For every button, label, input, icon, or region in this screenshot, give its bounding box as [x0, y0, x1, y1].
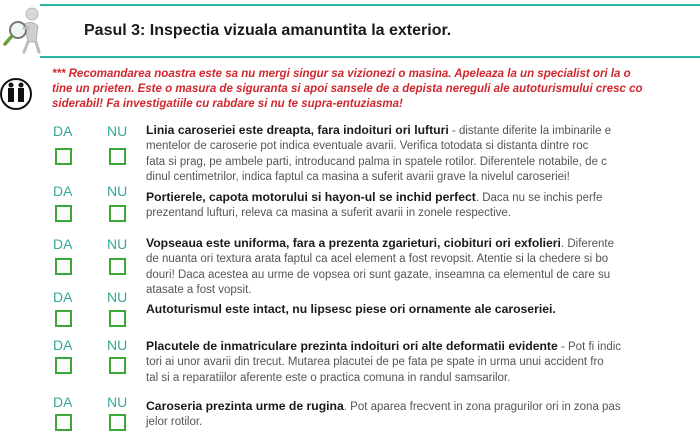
item-heading: Placutele de inmatriculare prezinta indoituri ori alte deformatii evidente — [146, 339, 558, 353]
two-people-icon — [0, 72, 32, 116]
warning-line: siderabil! Fa investigatiile cu rabdare si nu te supra-entuziasma! — [52, 98, 403, 110]
no-label: NU — [107, 289, 128, 305]
warning-line: tine un prieten. Este o masura de siguranta si apoi sansele de a depista nereguli ale autoturismului cresc co — [52, 83, 643, 95]
section-divider — [40, 56, 700, 58]
item-text — [146, 236, 700, 298]
no-label: NU — [107, 337, 128, 353]
warning-line: *** Recomandarea noastra este sa nu mergi singur sa vizionezi o masina. Apeleaza la un specialist ori la o — [52, 68, 631, 80]
item-first-rest: . Daca nu se inchis perfe — [475, 192, 603, 204]
yes-label: DA — [53, 183, 73, 199]
yes-checkbox[interactable] — [55, 414, 72, 431]
yes-label: DA — [53, 236, 73, 252]
item-text — [146, 123, 700, 185]
item-heading: Vopseaua este uniforma, fara a prezenta zgarieturi, ciobituri ori exfolieri — [146, 236, 561, 250]
item-first-line — [146, 399, 700, 415]
item-first-line — [146, 302, 700, 318]
item-line: atasate a fost vopsit. — [146, 283, 252, 296]
no-label: NU — [107, 394, 128, 410]
yes-checkbox[interactable] — [55, 310, 72, 327]
no-label: NU — [107, 183, 128, 199]
item-first-line — [146, 236, 700, 252]
item-text — [146, 399, 700, 431]
recommendation-warning — [52, 67, 700, 112]
item-first-line — [146, 190, 700, 206]
yes-checkbox[interactable] — [55, 148, 72, 165]
yes-checkbox[interactable] — [55, 258, 72, 275]
no-checkbox[interactable] — [109, 357, 126, 374]
no-checkbox[interactable] — [109, 148, 126, 165]
no-label: NU — [107, 123, 128, 139]
top-divider — [40, 4, 700, 6]
item-first-rest: - distante diferite la imbinarile e — [448, 125, 612, 137]
item-first-rest: . Pot aparea frecvent in zona pragurilor ori in zona pas — [343, 401, 621, 413]
item-line: prezentand lufturi, releva ca masina a suferit avarii in zonele respective. — [146, 207, 511, 220]
item-heading: Linia caroseriei este dreapta, fara indoituri ori lufturi — [146, 123, 449, 137]
page-title: Pasul 3: Inspectia vizuala amanuntita la exterior. — [84, 22, 452, 39]
item-first-rest: . Diferente — [560, 238, 615, 250]
no-checkbox[interactable] — [109, 205, 126, 222]
item-text — [146, 339, 700, 386]
item-line: jelor rotilor. — [146, 416, 203, 429]
item-heading: Autoturismul este intact, nu lipsesc piese ori ornamente ale caroseriei. — [146, 302, 556, 316]
item-line: douri! Daca acestea au urme de vopsea ori sunt gazate, inseamna ca elementul de care su — [146, 268, 611, 281]
item-first-line — [146, 123, 700, 139]
no-checkbox[interactable] — [109, 310, 126, 327]
item-line: tal si a reparatiilor aferente este o practica comuna in randul samsarilor. — [146, 371, 511, 384]
item-text — [146, 302, 700, 318]
no-label: NU — [107, 236, 128, 252]
item-heading: Caroseria prezinta urme de rugina — [146, 399, 344, 413]
yes-label: DA — [53, 394, 73, 410]
no-checkbox[interactable] — [109, 414, 126, 431]
yes-label: DA — [53, 289, 73, 305]
item-line: mentelor de caroserie pot indica eventuale avarii. Verifica totodata si distanta dintre roc — [146, 140, 589, 153]
item-line: tori ai unor avarii din trecut. Mutarea placutei de pe fata pe spate in urma unui accident fro — [146, 356, 604, 369]
item-line: fata si prag, pe ambele parti, introducand palma in spatele rotilor. Diferentele notabile, de c — [146, 155, 607, 168]
item-line: dinul centimetrilor, indica faptul ca masina a suferit avarii grave la nivelul caroseriei! — [146, 170, 570, 183]
item-heading: Portierele, capota motorului si hayon-ul se inchid perfect — [146, 190, 476, 204]
yes-checkbox[interactable] — [55, 205, 72, 222]
item-text — [146, 190, 700, 222]
no-checkbox[interactable] — [109, 258, 126, 275]
yes-label: DA — [53, 123, 73, 139]
magnifier-person-icon — [2, 4, 50, 54]
yes-checkbox[interactable] — [55, 357, 72, 374]
item-first-rest: - Pot fi indic — [557, 341, 622, 353]
item-line: de nuanta ori textura arata faptul ca acel element a fost revopsit. Atentie si la chedere si bo — [146, 253, 609, 266]
yes-label: DA — [53, 337, 73, 353]
item-first-line — [146, 339, 700, 355]
